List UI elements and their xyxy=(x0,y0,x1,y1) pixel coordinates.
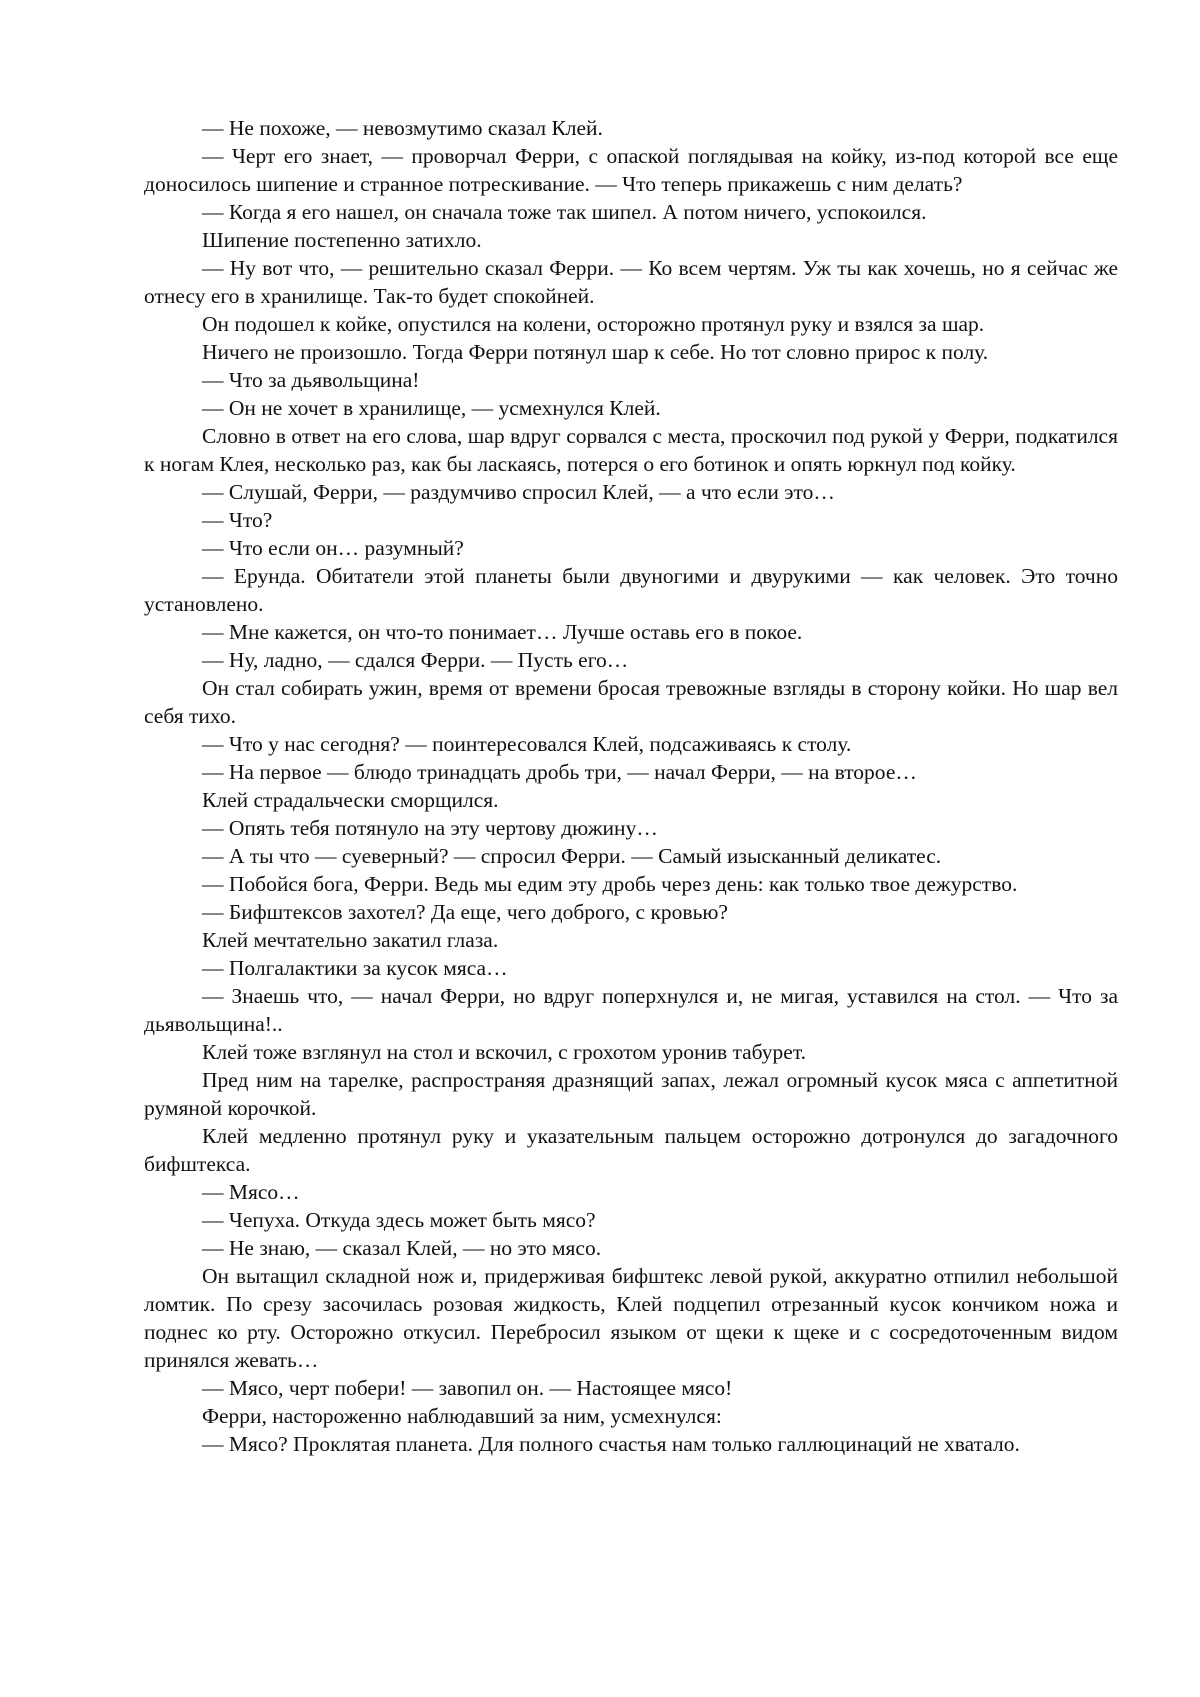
paragraph: — Не похоже, — невозмутимо сказал Клей. xyxy=(202,116,603,140)
paragraph: — Ну вот что, — решительно сказал Ферри. — Ко всем чертям. Уж ты как хочешь, но я сейчас же отнесу его в хранилище. Так-то будет спокойней. xyxy=(144,256,1118,308)
paragraph: — Ерунда. Обитатели этой планеты были двуногими и двурукими — как человек. Это точно установлено. xyxy=(144,564,1118,616)
paragraph: Ферри, настороженно наблюдавший за ним, усмехнулся: xyxy=(202,1404,722,1428)
paragraph: — Слушай, Ферри, — раздумчиво спросил Клей, — а что если это… xyxy=(202,480,835,504)
paragraph: — Знаешь что, — начал Ферри, но вдруг поперхнулся и, не мигая, уставился на стол. — Что за дьявольщина!.. xyxy=(144,984,1118,1036)
paragraph: — Мясо? Проклятая планета. Для полного счастья нам только галлюцинаций не хватало. xyxy=(202,1432,1020,1456)
paragraph: — Что у нас сегодня? — поинтересовался Клей, подсаживаясь к столу. xyxy=(202,732,852,756)
paragraph: Клей медленно протянул руку и указательным пальцем осторожно дотронулся до загадочного бифштекса. xyxy=(144,1124,1118,1176)
paragraph: — Мясо, черт побери! — завопил он. — Настоящее мясо! xyxy=(202,1376,733,1400)
paragraph: — Черт его знает, — проворчал Ферри, с опаской поглядывая на койку, из-под которой все еще доносилось шипение и странное потрескивание. — Что теперь прикажешь с ним делать? xyxy=(144,144,1118,196)
paragraph: — Когда я его нашел, он сначала тоже так шипел. А потом ничего, успокоился. xyxy=(202,200,927,224)
paragraph: — Побойся бога, Ферри. Ведь мы едим эту дробь через день: как только твое дежурство. xyxy=(202,872,1018,896)
paragraph: Клей страдальчески сморщился. xyxy=(202,788,499,812)
paragraph: — Полгалактики за кусок мяса… xyxy=(202,956,508,980)
paragraph: — Опять тебя потянуло на эту чертову дюжину… xyxy=(202,816,658,840)
paragraph: — На первое — блюдо тринадцать дробь три, — начал Ферри, — на второе… xyxy=(202,760,917,784)
paragraph: — Что? xyxy=(202,508,273,532)
paragraph: Ничего не произошло. Тогда Ферри потянул шар к себе. Но тот словно прирос к полу. xyxy=(202,340,989,364)
paragraph: Пред ним на тарелке, распространяя дразнящий запах, лежал огромный кусок мяса с аппетитной румяной корочкой. xyxy=(144,1068,1118,1120)
paragraph: — Он не хочет в хранилище, — усмехнулся Клей. xyxy=(202,396,661,420)
paragraph: Клей мечтательно закатил глаза. xyxy=(202,928,499,952)
paragraph: — Что если он… разумный? xyxy=(202,536,464,560)
paragraph: — Ну, ладно, — сдался Ферри. — Пусть его… xyxy=(202,648,629,672)
paragraph: Он стал собирать ужин, время от времени бросая тревожные взгляды в сторону койки. Но шар вел себя тихо. xyxy=(144,676,1118,728)
paragraph: — Бифштексов захотел? Да еще, чего доброго, с кровью? xyxy=(202,900,728,924)
paragraph: — Чепуха. Откуда здесь может быть мясо? xyxy=(202,1208,596,1232)
paragraph: Он подошел к койке, опустился на колени, осторожно протянул руку и взялся за шар. xyxy=(202,312,985,336)
paragraph: Словно в ответ на его слова, шар вдруг сорвался с места, проскочил под рукой у Ферри, подкатился к ногам Клея, несколько раз, как бы ласкаясь, потерся о его ботинок и опять юркнул под койку. xyxy=(144,424,1118,476)
paragraph: — Мне кажется, он что-то понимает… Лучше оставь его в покое. xyxy=(202,620,803,644)
book-page xyxy=(144,114,1118,1458)
paragraph: Шипение постепенно затихло. xyxy=(202,228,482,252)
paragraph: Клей тоже взглянул на стол и вскочил, с грохотом уронив табурет. xyxy=(202,1040,806,1064)
paragraph: — А ты что — суеверный? — спросил Ферри. — Самый изысканный деликатес. xyxy=(202,844,942,868)
paragraph: — Что за дьявольщина! xyxy=(202,368,420,392)
paragraph: — Мясо… xyxy=(202,1180,300,1204)
paragraph: — Не знаю, — сказал Клей, — но это мясо. xyxy=(202,1236,602,1260)
paragraph: Он вытащил складной нож и, придерживая бифштекс левой рукой, аккуратно отпилил небольшой ломтик. По срезу засочилась розовая жидкость, Клей подцепил отрезанный кусок кончиком ножа и поднес ко рту. Осторожно откусил. Перебросил языком от щеки к щеке и с сосредоточенным видом принялся жевать… xyxy=(144,1264,1118,1372)
